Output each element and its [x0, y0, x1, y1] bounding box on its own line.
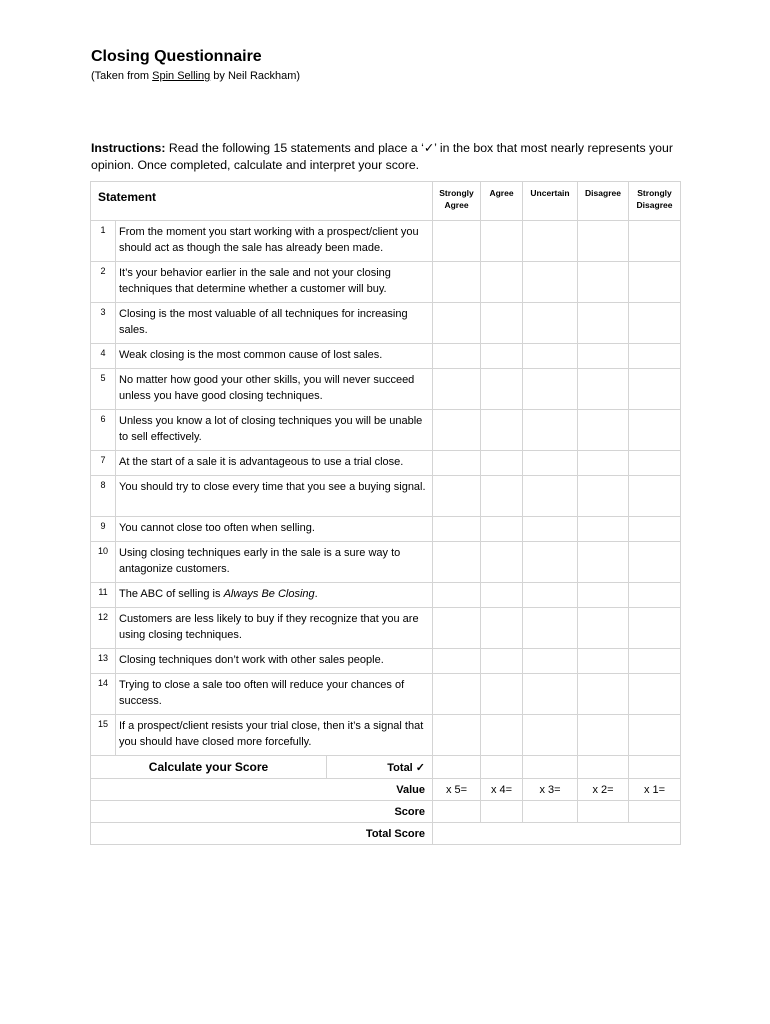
- answer-checkbox-cell[interactable]: [629, 476, 681, 517]
- col-header-uncertain: [523, 182, 578, 221]
- answer-checkbox-cell[interactable]: [523, 649, 578, 674]
- row-number: 2: [91, 262, 116, 303]
- total-score-label: Total Score: [91, 823, 433, 845]
- answer-checkbox-cell[interactable]: [523, 674, 578, 715]
- statement-text: No matter how good your other skills, you will never succeed unless you have good closing techniques.: [116, 369, 433, 410]
- answer-checkbox-cell[interactable]: [481, 410, 523, 451]
- answer-checkbox-cell[interactable]: [481, 583, 523, 608]
- answer-checkbox-cell[interactable]: [629, 674, 681, 715]
- total-cell[interactable]: [578, 756, 629, 779]
- answer-checkbox-cell[interactable]: [523, 303, 578, 344]
- statement-header: Statement: [91, 182, 433, 221]
- calc-score-label: Calculate your Score: [148, 760, 269, 774]
- answer-checkbox-cell[interactable]: [433, 542, 481, 583]
- col-header-line: Disagree: [585, 188, 621, 198]
- multiplier-cell: x 4=: [481, 779, 523, 801]
- statement-text: If a prospect/client resists your trial close, then it’s a signal that you should have closed more forcefully.: [116, 715, 433, 756]
- statement-text-part: The ABC of selling is: [119, 588, 224, 600]
- score-label: Score: [91, 801, 433, 823]
- answer-checkbox-cell[interactable]: [433, 369, 481, 410]
- statement-text: [116, 583, 433, 608]
- statement-text: Using closing techniques early in the sale is a sure way to antagonize customers.: [116, 542, 433, 583]
- multiplier-cell: x 5=: [433, 779, 481, 801]
- col-header-strongly-disagree: [629, 182, 681, 221]
- col-header-line: Uncertain: [530, 188, 570, 198]
- table-row: [91, 674, 681, 715]
- row-number: 8: [91, 476, 116, 517]
- answer-checkbox-cell[interactable]: [481, 303, 523, 344]
- row-number: 4: [91, 344, 116, 369]
- table-row: [91, 517, 681, 542]
- col-header-line: Strongly: [637, 188, 672, 198]
- col-header-line: Strongly: [439, 188, 474, 198]
- statement-text: Closing is the most valuable of all techniques for increasing sales.: [116, 303, 433, 344]
- answer-checkbox-cell[interactable]: [481, 517, 523, 542]
- answer-checkbox-cell[interactable]: [481, 542, 523, 583]
- table-row: [91, 369, 681, 410]
- answer-checkbox-cell[interactable]: [629, 451, 681, 476]
- instructions-label: Instructions:: [91, 141, 166, 155]
- answer-checkbox-cell[interactable]: [629, 542, 681, 583]
- answer-checkbox-cell[interactable]: [481, 649, 523, 674]
- answer-checkbox-cell[interactable]: [629, 369, 681, 410]
- answer-checkbox-cell[interactable]: [629, 344, 681, 369]
- answer-checkbox-cell[interactable]: [433, 517, 481, 542]
- answer-checkbox-cell[interactable]: [578, 608, 629, 649]
- total-check-label: Total ✓: [387, 761, 426, 774]
- total-cell[interactable]: [523, 756, 578, 779]
- col-header-line: Agree: [444, 200, 469, 210]
- answer-checkbox-cell[interactable]: [433, 608, 481, 649]
- subtitle-suffix: by Neil Rackham): [210, 70, 301, 82]
- answer-checkbox-cell[interactable]: [433, 410, 481, 451]
- answer-checkbox-cell[interactable]: [629, 303, 681, 344]
- statement-text: You should try to close every time that you see a buying signal.: [116, 476, 433, 517]
- col-header-line: Agree: [489, 188, 514, 198]
- statement-text: It’s your behavior earlier in the sale and not your closing techniques that determine whether a customer will buy.: [116, 262, 433, 303]
- answer-checkbox-cell[interactable]: [629, 608, 681, 649]
- answer-checkbox-cell[interactable]: [481, 262, 523, 303]
- table-row: [91, 410, 681, 451]
- statement-text: Customers are less likely to buy if they recognize that you are using closing techniques.: [116, 608, 433, 649]
- table-row: [91, 649, 681, 674]
- statement-text-italic: Always Be Closing: [223, 588, 315, 600]
- statement-text: At the start of a sale it is advantageous to use a trial close.: [116, 451, 433, 476]
- answer-checkbox-cell[interactable]: [578, 303, 629, 344]
- row-number: 1: [91, 221, 116, 262]
- answer-checkbox-cell[interactable]: [433, 715, 481, 756]
- answer-checkbox-cell[interactable]: [433, 649, 481, 674]
- answer-checkbox-cell[interactable]: [629, 410, 681, 451]
- row-number: 5: [91, 369, 116, 410]
- answer-checkbox-cell[interactable]: [578, 517, 629, 542]
- answer-checkbox-cell[interactable]: [433, 303, 481, 344]
- questionnaire-table: [90, 181, 681, 845]
- answer-checkbox-cell[interactable]: [523, 542, 578, 583]
- score-cell[interactable]: [629, 801, 681, 823]
- col-header-line: Disagree: [636, 200, 673, 210]
- total-cell[interactable]: [481, 756, 523, 779]
- col-header-disagree: [578, 182, 629, 221]
- table-row: [91, 262, 681, 303]
- answer-checkbox-cell[interactable]: [629, 262, 681, 303]
- answer-checkbox-cell[interactable]: [629, 517, 681, 542]
- answer-checkbox-cell[interactable]: [523, 451, 578, 476]
- table-row: [91, 715, 681, 756]
- table-row: [91, 303, 681, 344]
- statement-text: From the moment you start working with a prospect/client you should act as though the sale has already been made.: [116, 221, 433, 262]
- score-cell[interactable]: [578, 801, 629, 823]
- score-cell[interactable]: [523, 801, 578, 823]
- answer-checkbox-cell[interactable]: [578, 369, 629, 410]
- book-title: Spin Selling: [152, 70, 211, 82]
- answer-checkbox-cell[interactable]: [523, 583, 578, 608]
- table-row: [91, 344, 681, 369]
- answer-checkbox-cell[interactable]: [433, 583, 481, 608]
- total-score-row: [91, 823, 681, 845]
- row-number: 9: [91, 517, 116, 542]
- table-row: [91, 451, 681, 476]
- answer-checkbox-cell[interactable]: [578, 674, 629, 715]
- answer-checkbox-cell[interactable]: [578, 262, 629, 303]
- answer-checkbox-cell[interactable]: [433, 674, 481, 715]
- answer-checkbox-cell[interactable]: [481, 221, 523, 262]
- statement-text: Closing techniques don’t work with other sales people.: [116, 649, 433, 674]
- answer-checkbox-cell[interactable]: [629, 649, 681, 674]
- answer-checkbox-cell[interactable]: [523, 476, 578, 517]
- answer-checkbox-cell[interactable]: [523, 344, 578, 369]
- table-row: [91, 221, 681, 262]
- answer-checkbox-cell[interactable]: [523, 369, 578, 410]
- row-number: 6: [91, 410, 116, 451]
- table-row: [91, 476, 681, 517]
- instructions: [91, 140, 691, 174]
- answer-checkbox-cell[interactable]: [433, 221, 481, 262]
- answer-checkbox-cell[interactable]: [433, 451, 481, 476]
- answer-checkbox-cell[interactable]: [433, 262, 481, 303]
- statement-text-part: .: [314, 588, 318, 600]
- total-check-row: [91, 756, 681, 779]
- answer-checkbox-cell[interactable]: [481, 715, 523, 756]
- table-row: [91, 542, 681, 583]
- calc-area: [91, 756, 433, 779]
- answer-checkbox-cell[interactable]: [578, 542, 629, 583]
- answer-checkbox-cell[interactable]: [481, 674, 523, 715]
- row-number: 11: [91, 583, 116, 608]
- multiplier-cell: x 2=: [578, 779, 629, 801]
- page-title: Closing Questionnaire: [91, 48, 262, 65]
- answer-checkbox-cell[interactable]: [578, 476, 629, 517]
- answer-checkbox-cell[interactable]: [578, 583, 629, 608]
- row-number: 12: [91, 608, 116, 649]
- answer-checkbox-cell[interactable]: [523, 262, 578, 303]
- header-row: [91, 182, 681, 221]
- answer-checkbox-cell[interactable]: [481, 476, 523, 517]
- answer-checkbox-cell[interactable]: [481, 344, 523, 369]
- total-cell[interactable]: [433, 756, 481, 779]
- subtitle: [91, 70, 300, 82]
- total-score-cell[interactable]: [433, 823, 681, 845]
- row-number: 13: [91, 649, 116, 674]
- statement-text: You cannot close too often when selling.: [116, 517, 433, 542]
- answer-checkbox-cell[interactable]: [629, 583, 681, 608]
- multiplier-cell: x 1=: [629, 779, 681, 801]
- value-row: [91, 779, 681, 801]
- statement-text: Trying to close a sale too often will reduce your chances of success.: [116, 674, 433, 715]
- answer-checkbox-cell[interactable]: [523, 410, 578, 451]
- answer-checkbox-cell[interactable]: [578, 344, 629, 369]
- statement-text: Unless you know a lot of closing techniques you will be unable to sell effectively.: [116, 410, 433, 451]
- answer-checkbox-cell[interactable]: [578, 221, 629, 262]
- answer-checkbox-cell[interactable]: [578, 715, 629, 756]
- answer-checkbox-cell[interactable]: [481, 608, 523, 649]
- answer-checkbox-cell[interactable]: [433, 344, 481, 369]
- statement-text: Weak closing is the most common cause of lost sales.: [116, 344, 433, 369]
- answer-checkbox-cell[interactable]: [481, 451, 523, 476]
- col-header-strongly-agree: [433, 182, 481, 221]
- answer-checkbox-cell[interactable]: [523, 715, 578, 756]
- score-cell[interactable]: [433, 801, 481, 823]
- answer-checkbox-cell[interactable]: [523, 221, 578, 262]
- row-number: 15: [91, 715, 116, 756]
- score-row: [91, 801, 681, 823]
- row-number: 3: [91, 303, 116, 344]
- multiplier-cell: x 3=: [523, 779, 578, 801]
- answer-checkbox-cell[interactable]: [481, 369, 523, 410]
- total-cell[interactable]: [629, 756, 681, 779]
- instructions-text: Read the following 15 statements and place a ‘✓’ in the box that most nearly represents your opinion. Once completed, calculate and interpret your score.: [91, 141, 673, 172]
- row-number: 7: [91, 451, 116, 476]
- answer-checkbox-cell[interactable]: [578, 451, 629, 476]
- table-row: [91, 583, 681, 608]
- answer-checkbox-cell[interactable]: [578, 410, 629, 451]
- answer-checkbox-cell[interactable]: [629, 221, 681, 262]
- row-number: 10: [91, 542, 116, 583]
- answer-checkbox-cell[interactable]: [578, 649, 629, 674]
- score-cell[interactable]: [481, 801, 523, 823]
- col-header-agree: [481, 182, 523, 221]
- value-label: Value: [91, 779, 433, 801]
- answer-checkbox-cell[interactable]: [523, 517, 578, 542]
- answer-checkbox-cell[interactable]: [523, 608, 578, 649]
- answer-checkbox-cell[interactable]: [629, 715, 681, 756]
- table-row: [91, 608, 681, 649]
- row-number: 14: [91, 674, 116, 715]
- answer-checkbox-cell[interactable]: [433, 476, 481, 517]
- subtitle-prefix: (Taken from: [91, 70, 153, 82]
